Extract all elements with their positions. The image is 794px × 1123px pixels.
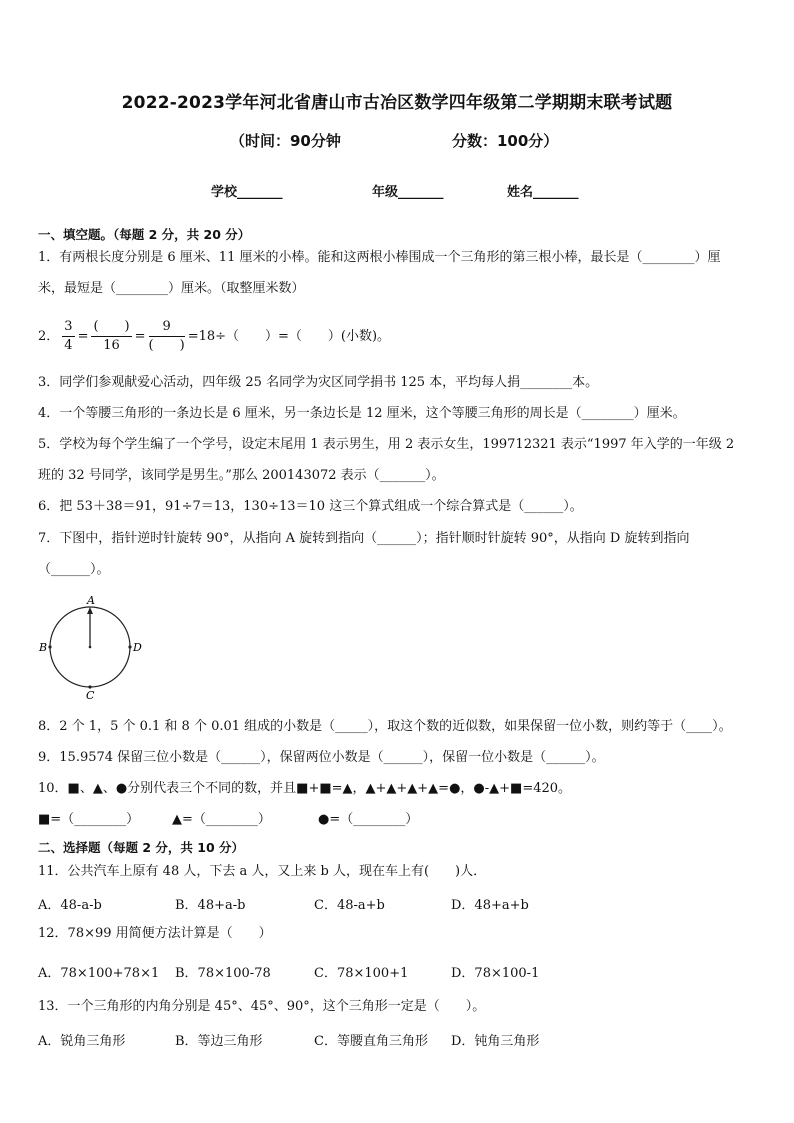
clock-dial-figure <box>34 592 149 704</box>
fraction-denominator: 16 <box>103 338 120 353</box>
fraction-numerator: 9 <box>149 318 185 337</box>
tick-b <box>48 645 51 648</box>
question-1-line-2: 米，最短是（________）厘米。（取整厘米数） <box>38 281 305 296</box>
section-choice-title: 二、选择题（每题 2 分，共 10 分） <box>38 840 245 855</box>
fraction-numerator: 3 <box>62 318 74 337</box>
q11-option-d: D．48+a+b <box>451 898 529 913</box>
question-10-blank-circle: ●=（________） <box>318 812 419 827</box>
question-11: 11．公共汽车上原有 48 人，下去 a 人，又上来 b 人，现在车上有( )人． <box>38 864 487 879</box>
question-1-line-1: 1．有两根长度分别是 6 厘米、11 厘米的小棒。能和这两根小棒围成一个三角形的第三根小棒，最长是（________）厘 <box>38 250 721 265</box>
question-10-blank-square: ■=（________） <box>38 812 140 827</box>
equals-sign: = <box>134 329 146 344</box>
question-2-prefix: 2． <box>38 329 60 344</box>
time-label: （时间：90分钟 <box>230 132 341 150</box>
name-field: 姓名_______ <box>507 185 579 200</box>
label-b: B <box>39 641 48 654</box>
question-12: 12．78×99 用简便方法计算是（ ） <box>38 926 272 941</box>
q12-option-a: A．78×100+78×1 <box>38 966 160 981</box>
question-4: 4．一个等腰三角形的一条边长是 6 厘米，另一条边长是 12 厘米，这个等腰三角形的周长是（________）厘米。 <box>38 406 686 421</box>
fraction-blank-16 <box>91 318 131 355</box>
label-d: D <box>133 641 142 654</box>
score-label: 分数：100分） <box>452 132 559 150</box>
fraction-3-4 <box>62 318 74 355</box>
question-2-rest: =18÷（ ）=（ ）(小数)。 <box>187 329 391 344</box>
school-field: 学校_______ <box>211 185 283 200</box>
q11-option-b: B．48+a-b <box>175 898 246 913</box>
tick-d <box>128 645 131 648</box>
question-13: 13．一个三角形的内角分别是 45°、45°、90°，这个三角形一定是（ ）。 <box>38 999 486 1014</box>
q13-option-a: A．锐角三角形 <box>38 1034 126 1049</box>
equals-sign: = <box>77 329 89 344</box>
q13-option-c: C．等腰直角三角形 <box>314 1034 428 1049</box>
label-a: A <box>87 594 95 607</box>
section-fill-title: 一、填空题。（每题 2 分，共 20 分） <box>38 227 251 242</box>
fraction-9-blank <box>149 318 185 355</box>
question-3: 3．同学们参观献爱心活动，四年级 25 名同学为灾区同学捐书 125 本，平均每人捐________本。 <box>38 375 599 390</box>
q13-option-b: B．等边三角形 <box>175 1034 263 1049</box>
question-10-line-1: 10．■、▲、●分别代表三个不同的数，并且■+■=▲，▲+▲+▲+▲=●，●-▲+■=420。 <box>38 781 572 796</box>
question-5-line-2: 班的 32 号同学，该同学是男生。”那么 200143072 表示（_______）。 <box>38 468 445 483</box>
grade-field: 年级_______ <box>372 185 444 200</box>
q12-option-b: B．78×100-78 <box>175 966 271 981</box>
fraction-numerator: ( ) <box>91 318 131 337</box>
label-c: C <box>86 689 95 702</box>
question-7-line-1: 7．下图中，指针逆时针旋转 90°，从指向 A 旋转到指向（______）；指针顺时针旋转 90°，从指向 D 旋转到指向 <box>38 531 690 546</box>
fraction-denominator: 4 <box>64 338 73 353</box>
question-10-blank-triangle: ▲=（________） <box>172 812 271 827</box>
q11-option-a: A．48-a-b <box>38 898 102 913</box>
pointer-center <box>89 646 92 649</box>
q11-option-c: C．48-a+b <box>314 898 385 913</box>
q12-option-c: C．78×100+1 <box>314 966 409 981</box>
question-9: 9．15.9574 保留三位小数是（______），保留两位小数是（______），保留一位小数是（______）。 <box>38 750 605 765</box>
question-5-line-1: 5．学校为每个学生编了一个学号，设定末尾用 1 表示男生，用 2 表示女生，199712321 表示“1997 年入学的一年级 2 <box>38 437 735 452</box>
question-2 <box>38 315 760 359</box>
question-7-line-2: （______）。 <box>38 562 110 577</box>
question-6: 6．把 53＋38＝91，91÷7＝13，130÷13＝10 这三个算式组成一个综合算式是（______）。 <box>38 499 583 514</box>
q13-option-d: D．钝角三角形 <box>451 1034 540 1049</box>
question-8: 8．2 个 1，5 个 0.1 和 8 个 0.01 组成的小数是（_____），取这个数的近似数，如果保留一位小数，则约等于（____）。 <box>38 719 732 734</box>
exam-title: 2022-2023学年河北省唐山市古冶区数学四年级第二学期期末联考试题 <box>121 93 673 113</box>
pointer-arrowhead <box>87 607 93 614</box>
q12-option-d: D．78×100-1 <box>451 966 540 981</box>
fraction-denominator: ( ) <box>148 338 185 353</box>
